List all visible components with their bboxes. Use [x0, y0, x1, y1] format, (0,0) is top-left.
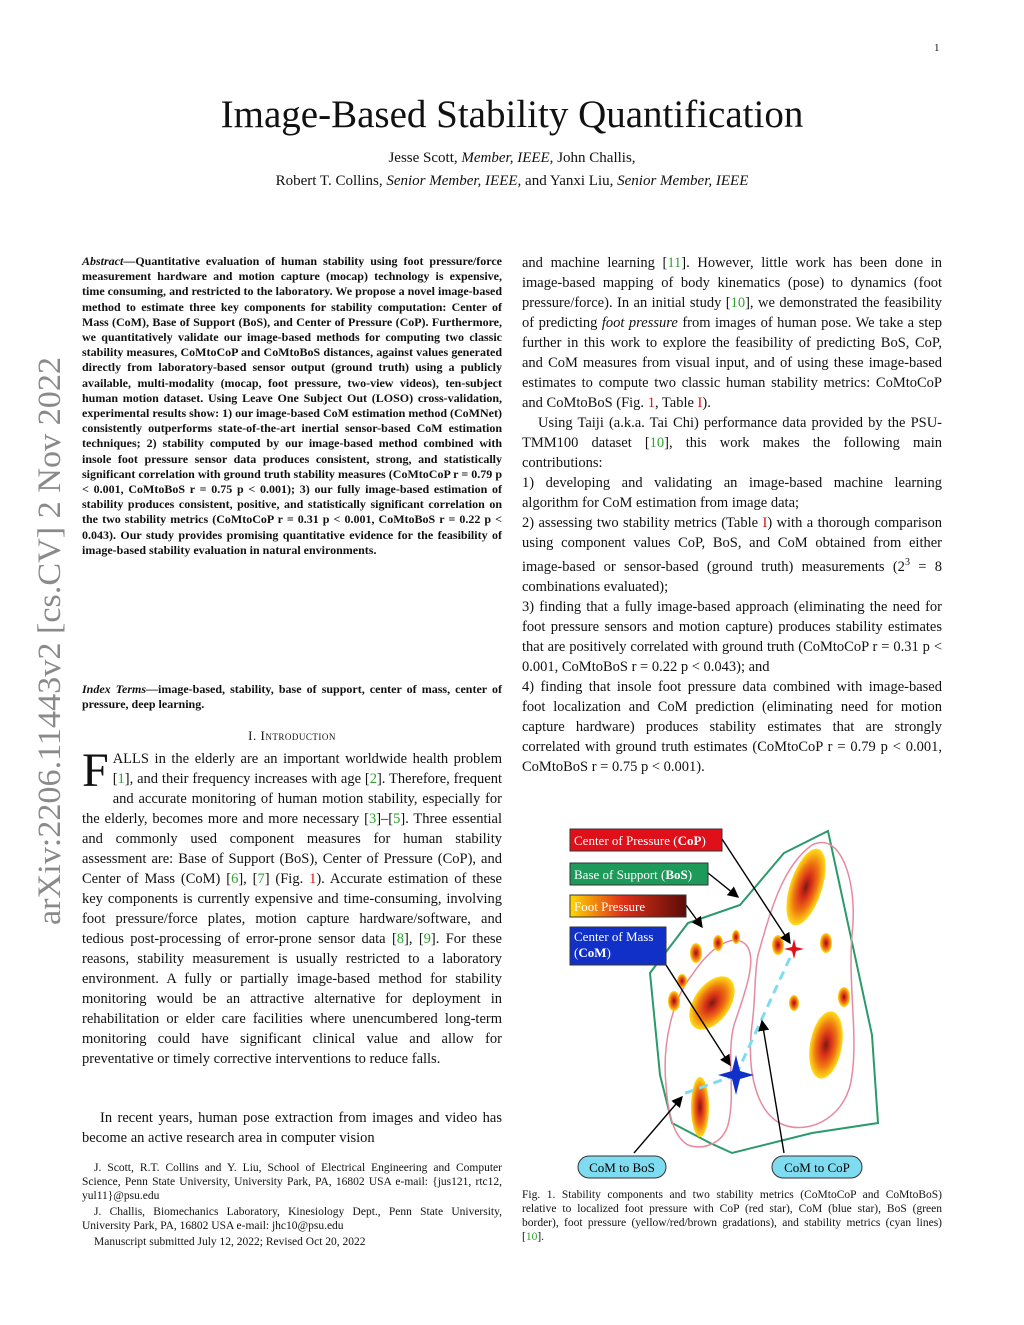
label-com — [570, 927, 666, 965]
citation-link[interactable]: 6 — [231, 871, 239, 887]
abstract-label: Abstract — [82, 254, 124, 268]
svg-text:Foot Pressure: Foot Pressure — [574, 899, 646, 914]
footnotes: J. Scott, R.T. Collins and Y. Liu, School of Electrical Engineering and Computer Science, Penn State University, University Park, PA, 16802 USA e-mail: {jus121, rtc12, yul11}@psu.edu J. Challis, Biomechanics Laboratory, Kinesiology Dept., Penn State University, University Park, PA, 16802 USA e-mail: jhc10@psu.edu Manuscript submitted July 12, 2022; Revised Oct 20, 2022 — [82, 1162, 502, 1248]
citation-link[interactable]: 3 — [368, 811, 377, 827]
com-to-bos-line — [680, 1075, 736, 1095]
citation-link[interactable]: 8 — [396, 931, 405, 947]
citation-link[interactable]: 10 — [730, 295, 746, 311]
section-heading: I. Introduction — [248, 728, 336, 743]
foot-pressure-map — [668, 844, 850, 1137]
citation-link[interactable]: 11 — [667, 255, 682, 271]
arxiv-id: arXiv:2206.11443v2 [cs.CV] 2 Nov 2022 — [32, 376, 68, 925]
citation-link[interactable]: 7 — [257, 871, 265, 887]
abstract-text: —Quantitative evaluation of human stability using foot pressure/force measurement hardware and motion capture (mocap) technology is expensive, time consuming, and restricted to the laboratory. We propose a novel image-based method to estimate three key components for stability computation: Center of Mass (CoM), Base of Support (BoS), and Center of Pressure (CoP). Furthermore, we quantitatively validate our image-based methods for computing two classic stability measures, CoMtoCoP and CoMtoBoS distances, against values generated directly from laboratory-based sensor output (ground truth) using a publicly available, multi-modality (mocap, foot pressure, two-view videos), ten-subject human motion dataset. Using Leave One Subject Out (LOSO) cross-validation, experimental results show: 1) our image-based CoM estimation method (CoMNet) consistently outperforms state-of-the-art inertial sensor-based CoM estimation techniques; 2) stability computed by our image-based method combined with insole foot pressure sensor data produces consistent, strong, and statistically significant correlation with ground truth stability measures (CoMtoCoP r = 0.79 p < 0.001, CoMtoBoS r = 0.75 p < 0.001); 3) our fully image-based estimation of stability produces consistent, positive, and statistically significant correlation on the two stability metrics (CoMtoCoP r = 0.31 p < 0.001, CoMtoBoS r = 0.22 p < 0.043). Our study provides promising quantitative evidence for the feasibility of image-based stability evaluation in natural environments. — [82, 254, 502, 557]
paper-title: Image-Based Stability Quantification — [220, 93, 804, 136]
arxiv-sidebar — [22, 350, 72, 930]
citation-link[interactable]: 1 — [117, 771, 125, 787]
cop-star-icon — [784, 939, 804, 959]
author-line-2: Robert T. Collins, Senior Member, IEEE, and Yanxi Liu, Senior Member, IEEE — [275, 173, 749, 189]
table-link[interactable]: I — [762, 515, 768, 531]
figure-link[interactable]: 1 — [647, 395, 655, 411]
intro-paragraph-1: FALLS in the elderly are an important worldwide health problem [1], and their frequency increases with age [2]. Therefore, frequent and accurate monitoring of human motion stability, especially for the elderly, becomes more and more necessary [3]–[5]. Three essential and commonly used component measures for human stability assessment are: Base of Support (BoS), Center of Pressure (CoP), and Center of Mass (CoM) [6], [7] (Fig. 1). Accurate estimation of these key components is currently expensive and time-consuming, involving foot pressure/force plates, motion capture hardware/software, and tedious post-processing of error-prone sensor data [8], [9]. For these reasons, stability measurement is usually restricted to a laboratory environment. A fully or partially image-based method for stability monitoring would be an attractive alternative for deployment in rehabilitation or elder care facilities where unencumbered long-term monitoring could have significant clinical value and allow for preventative or timely corrective interventions to reduce falls. — [82, 744, 502, 1067]
figure-1 — [522, 825, 952, 1180]
abstract — [82, 254, 502, 558]
contribution-3: 3) finding that a fully image-based approach (eliminating the need for foot pressure sensors and motion capture) produces stability estimates that are positively correlated with ground truth (CoMtoCoP r = 0.31 p < 0.001, CoMtoBoS r = 0.22 p < 0.043); and — [522, 598, 942, 675]
com-to-cop-line — [736, 949, 794, 1075]
label-foot-pressure — [570, 895, 686, 917]
cop-arrow — [722, 839, 790, 943]
label-cop — [570, 829, 722, 851]
label-bos — [570, 863, 708, 885]
citation-link[interactable]: 2 — [369, 771, 377, 787]
citation-link[interactable]: 5 — [393, 811, 401, 827]
svg-text:CoM to BoS: CoM to BoS — [589, 1160, 655, 1175]
citation-link[interactable]: 10 — [525, 1231, 538, 1243]
svg-text:Center of Mass: Center of Mass — [574, 929, 654, 944]
contribution-4: 4) finding that insole foot pressure data combined with image-based foot localization and CoM prediction (eliminating need for motion capture hardware) produces stability estimates that are strongly correlated with ground truth estimates (CoMtoCoP r = 0.79 p < 0.001, CoMtoBoS r = 0.75 p < 0.001). — [522, 678, 942, 775]
svg-text:CoM to CoP: CoM to CoP — [784, 1160, 850, 1175]
bos-arrow — [708, 873, 738, 897]
contribution-1: 1) developing and validating an image-based machine learning algorithm for CoM estimation from image data; — [522, 475, 942, 511]
right-column-text: and machine learning [11]. However, little work has been done in image-based mapping of body kinematics (pose) to dynamics (foot pressure/force). In an initial study [10], we demonstrated the feasibility of predicting foot pressure from images of human pose. We take a step further in this work to explore the feasibility of predicting BoS, CoP, and CoM measures from visual input, and of using these image-based estimates to compute two classic human stability metrics: CoMtoCoP and CoMtoBoS (Fig. 1, Table I). Using Taiji (a.k.a. Tai Chi) performance data provided by the PSU-TMM100 dataset [10], this work makes the following main contributions: 1) developing and validating an image-based machine learning algorithm for CoM estimation from image data; 2) assessing two stability metrics (Table I) with a thorough comparison using component values CoP, BoS, and CoM obtained from either image-based or sensor-based (ground truth) measurements ($2^3 = 8$ combinations evaluated); 3) finding that a fully image-based approach (eliminating the need for foot pressure sensors and motion capture) produces stability estimates that are positively correlated with ground truth (CoMtoCoP r = 0.31 p < 0.001, CoMtoBoS r = 0.22 p < 0.043); and 4) finding that insole foot pressure data combined with image-based foot localization and CoM prediction (eliminating need for motion capture hardware) produces stability estimates that are strongly correlated with ground truth estimates (CoMtoCoP r = 0.79 p < 0.001, CoMtoBoS r = 0.75 p < 0.001). — [522, 255, 942, 775]
figure-caption: Fig. 1. Stability components and two stability metrics (CoMtoCoP and CoMtoBoS) relative to localized foot pressure with CoP (red star), CoM (blue star), BoS (green border), foot pressure (yellow/red/brown gradations), and stability metrics (cyan lines) [10]. — [522, 1189, 942, 1243]
com-to-cop-arrow — [762, 1021, 784, 1153]
table-link[interactable]: I — [697, 395, 703, 411]
com-star-icon — [718, 1055, 754, 1095]
label-com-to-bos — [578, 1156, 666, 1178]
contribution-2: 2) assessing two stability metrics (Table I) with a thorough comparison using component values CoP, BoS, and CoM obtained from either image-based or sensor-based (ground truth) measurements ($2^3 = 8$ combinations evaluated); — [522, 515, 942, 595]
citation-link[interactable]: 10 — [649, 435, 665, 451]
svg-text:Center of Pressure (CoP): Center of Pressure (CoP) — [574, 833, 706, 848]
page-number: 1 — [934, 42, 940, 54]
intro-paragraph-2: In recent years, human pose extraction from images and video has become an active research area in computer vision — [82, 1110, 502, 1146]
drop-cap: F — [82, 744, 109, 797]
svg-text:(CoM): (CoM) — [574, 945, 611, 960]
figure-link[interactable]: 1 — [309, 871, 317, 887]
svg-text:Base of Support (BoS): Base of Support (BoS) — [574, 867, 693, 882]
label-com-to-cop — [772, 1156, 862, 1178]
index-terms: Index Terms—image-based, stability, base of support, center of mass, center of pressure, deep learning. — [82, 682, 502, 712]
citation-link[interactable]: 9 — [423, 931, 431, 947]
author-line-1: Jesse Scott, Member, IEEE, John Challis, — [388, 150, 636, 166]
